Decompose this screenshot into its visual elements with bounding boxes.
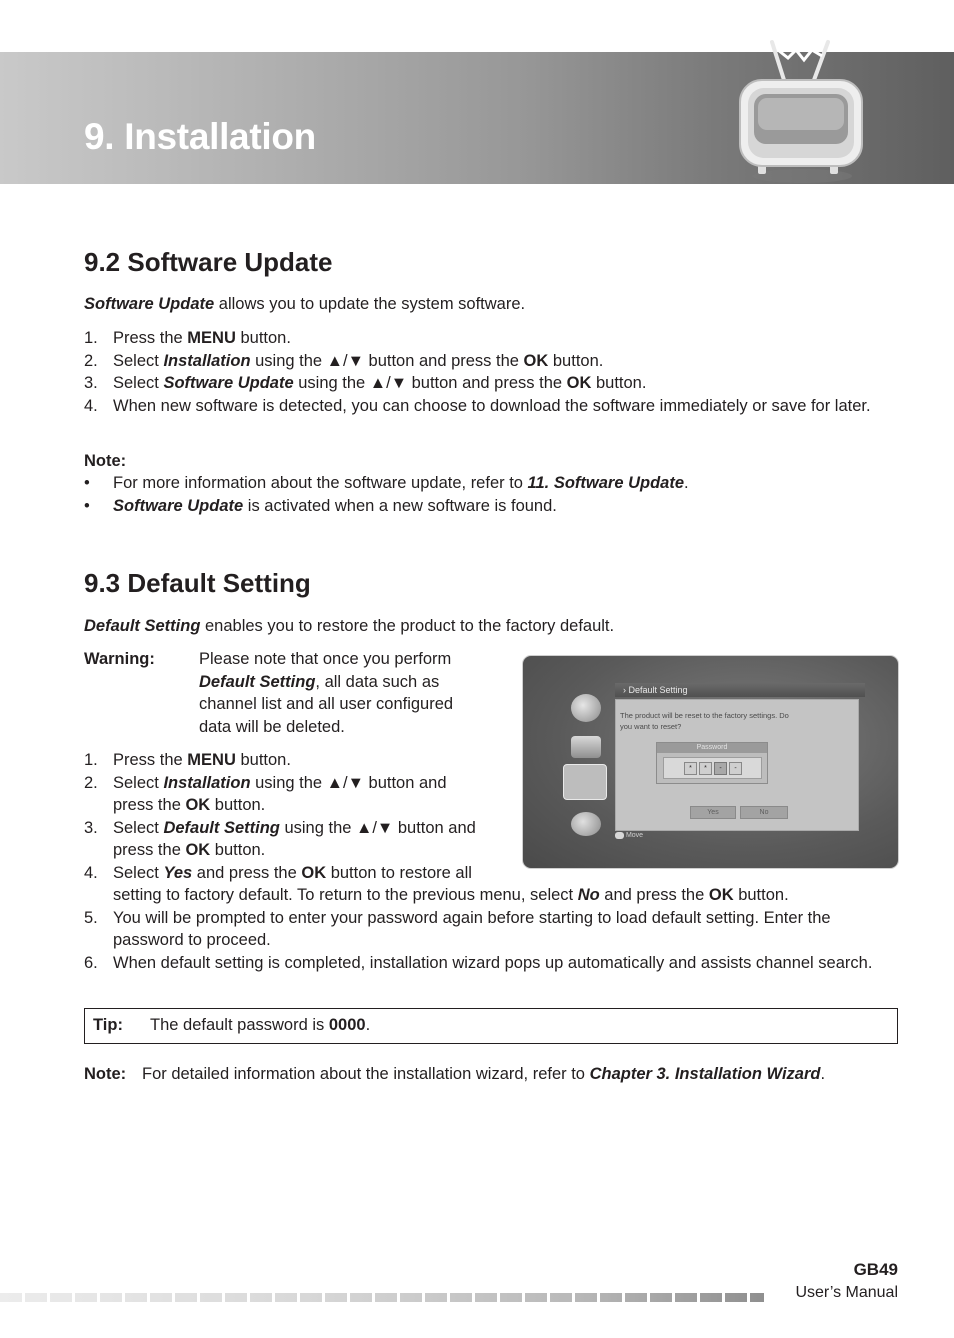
list-item: 1. Press the MENU button.	[84, 329, 291, 347]
screen-hint-bar	[615, 831, 865, 841]
installation-wizard-note: For detailed information about the installation wizard, refer to Chapter 3. Installation Wizard.	[142, 1065, 826, 1083]
folder-icon	[571, 736, 601, 758]
list-item: 4. Select Yes and press the OK button to restore all setting to factory default. To return to the previous menu, select No and press the OK button.	[84, 863, 789, 904]
screen-hint-label: Move	[625, 832, 644, 839]
tv-illustration-icon	[732, 38, 872, 186]
list-item: 6. When default setting is completed, installation wizard pops up automatically and assists channel search.	[84, 953, 873, 972]
password-digit: -	[714, 762, 727, 775]
tip-text: The default password is 0000.	[150, 1016, 371, 1034]
list-item: • Software Update is activated when a new software is found.	[84, 496, 557, 515]
no-button[interactable]: No	[740, 806, 788, 819]
password-label: Password	[657, 743, 767, 753]
satellite-icon	[571, 694, 601, 722]
section-heading-default-setting: 9.3 Default Setting	[84, 568, 311, 598]
yes-button[interactable]: Yes	[690, 806, 736, 819]
list-item: 2. Select Installation using the ▲/▼ button and press the OK button.	[84, 351, 604, 370]
password-digit: *	[684, 762, 697, 775]
tip-box	[84, 1008, 898, 1044]
default-setting-screenshot	[522, 655, 899, 869]
list-item: 3. Select Software Update using the ▲/▼ button and press the OK button.	[84, 374, 647, 392]
note-label: Note:	[84, 452, 127, 470]
list-item: 2. Select Installation using the ▲/▼ button and press the OK button.	[84, 773, 447, 814]
default-setting-intro: Default Setting enables you to restore the product to the factory default.	[84, 617, 615, 635]
password-dialog	[656, 742, 768, 784]
list-item: • For more information about the software update, refer to 11. Software Update.	[84, 474, 689, 492]
list-item: 4. When new software is detected, you can choose to download the software immediately or save for later.	[84, 396, 871, 415]
software-update-steps	[84, 327, 899, 417]
software-update-notes	[84, 472, 899, 517]
tools-icon	[571, 812, 601, 836]
footer-bar	[0, 1293, 764, 1302]
list-item: 3. Select Default Setting using the ▲/▼ button and press the OK button.	[84, 818, 476, 859]
software-update-intro: Software Update allows you to update the system software.	[84, 295, 526, 313]
warning-text: Please note that once you perform Default Setting, all data such as channel list and all user configured data will be deleted.	[199, 650, 454, 736]
installation-icon	[563, 764, 607, 800]
screen-title-bar	[615, 683, 865, 697]
list-item: 1. Press the MENU button.	[84, 751, 291, 769]
screen-menu-title: Default Setting	[628, 685, 688, 695]
password-field[interactable]	[663, 757, 762, 779]
manual-label: User’s Manual	[795, 1284, 898, 1301]
page-number: GB49	[853, 1260, 898, 1279]
list-item: 5. You will be prompted to enter your password again before starting to load default setting. Enter the password to proceed.	[84, 908, 831, 949]
password-digit: *	[699, 762, 712, 775]
tip-label: Tip:	[93, 1016, 123, 1034]
screen-message: The product will be reset to the factory settings. Do you want to reset?	[620, 711, 789, 731]
section-heading-software-update: 9.2 Software Update	[84, 247, 333, 277]
screen-dialog-panel	[615, 699, 859, 831]
navigation-key-icon	[615, 832, 624, 839]
chapter-title: 9. Installation	[84, 116, 316, 157]
menu-icon-column	[567, 684, 605, 854]
chevron-right-icon: ›	[623, 685, 626, 695]
note-label: Note:	[84, 1065, 127, 1083]
password-digit: -	[729, 762, 742, 775]
warning-label: Warning:	[84, 650, 155, 668]
